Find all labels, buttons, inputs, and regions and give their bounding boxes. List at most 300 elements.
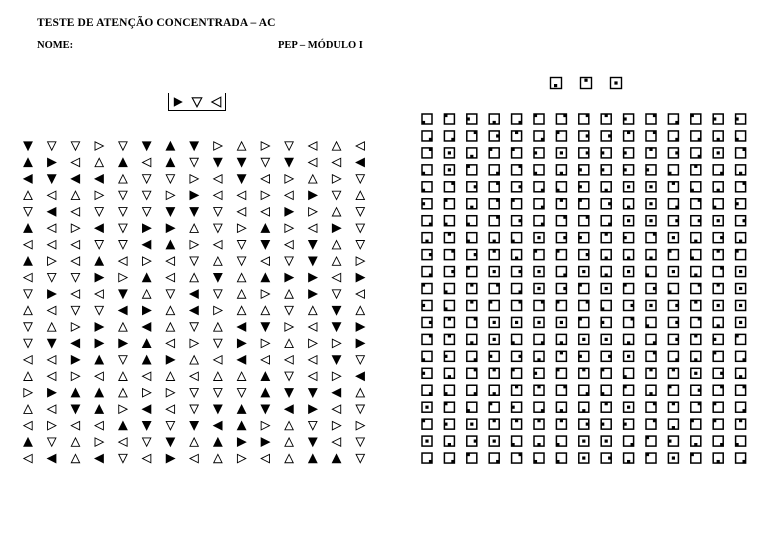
square-cell[interactable] bbox=[646, 300, 656, 310]
triangle-cell[interactable] bbox=[285, 306, 293, 314]
triangle-cell[interactable] bbox=[71, 405, 79, 413]
triangle-cell[interactable] bbox=[71, 142, 79, 150]
square-cell[interactable] bbox=[668, 453, 678, 463]
square-cell[interactable] bbox=[736, 165, 746, 175]
triangle-cell[interactable] bbox=[309, 175, 317, 183]
triangle-cell[interactable] bbox=[261, 339, 269, 347]
square-cell[interactable] bbox=[422, 114, 432, 124]
triangle-cell[interactable] bbox=[48, 175, 56, 183]
triangle-cell[interactable] bbox=[214, 339, 222, 347]
triangle-cell[interactable] bbox=[119, 224, 127, 232]
triangle-cell[interactable] bbox=[48, 306, 56, 314]
square-cell[interactable] bbox=[713, 165, 723, 175]
square-cell[interactable] bbox=[556, 436, 566, 446]
triangle-cell[interactable] bbox=[285, 273, 293, 281]
triangle-cell[interactable] bbox=[309, 158, 317, 166]
square-cell[interactable] bbox=[691, 283, 701, 293]
triangle-cell[interactable] bbox=[237, 339, 245, 347]
square-cell[interactable] bbox=[601, 402, 611, 412]
triangle-cell[interactable] bbox=[119, 158, 127, 166]
triangle-cell[interactable] bbox=[142, 421, 150, 429]
triangle-cell[interactable] bbox=[48, 323, 56, 331]
square-cell[interactable] bbox=[489, 148, 499, 158]
triangle-cell[interactable] bbox=[356, 224, 364, 232]
square-cell[interactable] bbox=[512, 436, 522, 446]
square-cell[interactable] bbox=[668, 148, 678, 158]
triangle-cell[interactable] bbox=[119, 257, 127, 265]
triangle-cell[interactable] bbox=[261, 273, 269, 281]
triangle-cell[interactable] bbox=[356, 405, 364, 413]
square-cell[interactable] bbox=[668, 233, 678, 243]
triangle-cell[interactable] bbox=[285, 257, 293, 265]
square-cell[interactable] bbox=[467, 317, 477, 327]
square-cell[interactable] bbox=[691, 334, 701, 344]
square-cell[interactable] bbox=[691, 199, 701, 209]
triangle-cell[interactable] bbox=[190, 175, 198, 183]
square-cell[interactable] bbox=[556, 233, 566, 243]
square-cell[interactable] bbox=[444, 114, 454, 124]
square-cell[interactable] bbox=[713, 334, 723, 344]
square-cell[interactable] bbox=[467, 402, 477, 412]
square-cell[interactable] bbox=[556, 334, 566, 344]
square-cell[interactable] bbox=[579, 182, 589, 192]
triangle-cell[interactable] bbox=[142, 454, 150, 462]
square-cell[interactable] bbox=[736, 233, 746, 243]
triangle-cell[interactable] bbox=[214, 290, 222, 298]
square-cell[interactable] bbox=[489, 402, 499, 412]
triangle-cell[interactable] bbox=[214, 438, 222, 446]
triangle-cell[interactable] bbox=[142, 158, 150, 166]
square-cell[interactable] bbox=[444, 182, 454, 192]
square-cell[interactable] bbox=[512, 182, 522, 192]
triangle-cell[interactable] bbox=[214, 323, 222, 331]
square-cell[interactable] bbox=[601, 165, 611, 175]
square-cell[interactable] bbox=[512, 385, 522, 395]
triangle-cell[interactable] bbox=[166, 257, 174, 265]
square-cell[interactable] bbox=[512, 453, 522, 463]
triangle-cell[interactable] bbox=[332, 405, 340, 413]
triangle-cell[interactable] bbox=[356, 438, 364, 446]
square-cell[interactable] bbox=[601, 216, 611, 226]
square-cell[interactable] bbox=[668, 284, 678, 294]
square-cell[interactable] bbox=[489, 368, 499, 378]
triangle-cell[interactable] bbox=[261, 257, 269, 265]
triangle-cell[interactable] bbox=[24, 224, 32, 232]
triangle-cell[interactable] bbox=[142, 438, 150, 446]
square-cell[interactable] bbox=[444, 351, 454, 361]
square-cell[interactable] bbox=[579, 300, 589, 310]
square-cell[interactable] bbox=[444, 453, 454, 463]
triangle-cell[interactable] bbox=[95, 438, 103, 446]
square-cell[interactable] bbox=[534, 351, 544, 361]
triangle-cell[interactable] bbox=[237, 389, 245, 397]
triangle-cell[interactable] bbox=[214, 158, 222, 166]
square-cell[interactable] bbox=[512, 233, 522, 243]
square-cell[interactable] bbox=[467, 250, 477, 260]
square-cell[interactable] bbox=[512, 131, 522, 141]
triangle-cell[interactable] bbox=[71, 454, 79, 462]
square-cell[interactable] bbox=[422, 351, 432, 361]
square-cell[interactable] bbox=[422, 182, 432, 192]
square-cell[interactable] bbox=[422, 283, 432, 293]
square-cell[interactable] bbox=[556, 453, 566, 463]
triangle-cell[interactable] bbox=[71, 224, 79, 232]
triangle-cell[interactable] bbox=[214, 257, 222, 265]
square-cell[interactable] bbox=[624, 131, 634, 141]
square-cell[interactable] bbox=[668, 199, 678, 209]
triangle-cell[interactable] bbox=[332, 191, 340, 199]
triangle-cell[interactable] bbox=[71, 290, 79, 298]
triangle-cell[interactable] bbox=[190, 356, 198, 364]
triangle-cell[interactable] bbox=[261, 372, 269, 380]
square-cell[interactable] bbox=[601, 436, 611, 446]
triangle-cell[interactable] bbox=[261, 306, 269, 314]
square-cell[interactable] bbox=[691, 317, 701, 327]
triangle-cell[interactable] bbox=[48, 339, 56, 347]
triangle-cell[interactable] bbox=[71, 175, 79, 183]
square-cell[interactable] bbox=[646, 334, 656, 344]
square-cell[interactable] bbox=[624, 317, 634, 327]
square-cell[interactable] bbox=[489, 267, 499, 277]
triangle-cell[interactable] bbox=[190, 372, 198, 380]
square-cell[interactable] bbox=[691, 131, 701, 141]
square-cell[interactable] bbox=[601, 351, 611, 361]
triangle-cell[interactable] bbox=[237, 421, 245, 429]
square-cell[interactable] bbox=[624, 267, 634, 277]
square-cell[interactable] bbox=[467, 266, 477, 276]
square-cell[interactable] bbox=[467, 453, 477, 463]
square-cell[interactable] bbox=[713, 283, 723, 293]
triangle-cell[interactable] bbox=[309, 372, 317, 380]
square-cell[interactable] bbox=[646, 148, 656, 158]
triangle-cell[interactable] bbox=[237, 438, 245, 446]
triangle-cell[interactable] bbox=[261, 356, 269, 364]
square-cell[interactable] bbox=[534, 131, 544, 141]
triangle-cell[interactable] bbox=[48, 142, 56, 150]
square-cell[interactable] bbox=[534, 267, 544, 277]
triangle-cell[interactable] bbox=[285, 356, 293, 364]
triangle-cell[interactable] bbox=[71, 372, 79, 380]
triangle-cell[interactable] bbox=[332, 372, 340, 380]
square-cell[interactable] bbox=[422, 250, 432, 260]
square-cell[interactable] bbox=[534, 368, 544, 378]
triangle-cell[interactable] bbox=[166, 273, 174, 281]
triangle-cell[interactable] bbox=[142, 339, 150, 347]
triangle-cell[interactable] bbox=[309, 421, 317, 429]
square-cell[interactable] bbox=[467, 436, 477, 446]
square-cell[interactable] bbox=[579, 267, 589, 277]
square-cell[interactable] bbox=[534, 436, 544, 446]
triangle-cell[interactable] bbox=[214, 454, 222, 462]
triangle-cell[interactable] bbox=[190, 421, 198, 429]
triangle-cell[interactable] bbox=[309, 224, 317, 232]
square-cell[interactable] bbox=[713, 114, 723, 124]
square-cell[interactable] bbox=[512, 148, 522, 158]
square-cell[interactable] bbox=[489, 334, 499, 344]
triangle-cell[interactable] bbox=[48, 257, 56, 265]
square-cell[interactable] bbox=[512, 334, 522, 344]
square-cell[interactable] bbox=[691, 165, 701, 175]
square-cell[interactable] bbox=[534, 250, 544, 260]
square-cell[interactable] bbox=[467, 216, 477, 226]
triangle-cell[interactable] bbox=[166, 191, 174, 199]
square-cell[interactable] bbox=[713, 317, 723, 327]
triangle-cell[interactable] bbox=[356, 273, 364, 281]
triangle-cell[interactable] bbox=[95, 389, 103, 397]
square-cell[interactable] bbox=[422, 385, 432, 395]
triangle-cell[interactable] bbox=[237, 454, 245, 462]
triangle-cell[interactable] bbox=[332, 175, 340, 183]
triangle-cell[interactable] bbox=[285, 142, 293, 150]
square-cell[interactable] bbox=[489, 250, 499, 260]
triangle-cell[interactable] bbox=[119, 454, 127, 462]
triangle-cell[interactable] bbox=[332, 306, 340, 314]
triangle-cell[interactable] bbox=[166, 208, 174, 216]
triangle-cell[interactable] bbox=[190, 323, 198, 331]
triangle-cell[interactable] bbox=[71, 356, 79, 364]
square-cell[interactable] bbox=[691, 114, 701, 124]
triangle-cell[interactable] bbox=[214, 356, 222, 364]
triangle-cell[interactable] bbox=[71, 389, 79, 397]
triangle-cell[interactable] bbox=[48, 191, 56, 199]
square-cell[interactable] bbox=[668, 300, 678, 310]
square-cell[interactable] bbox=[691, 436, 701, 446]
triangle-cell[interactable] bbox=[285, 241, 293, 249]
square-cell[interactable] bbox=[444, 385, 454, 395]
triangle-cell[interactable] bbox=[119, 323, 127, 331]
triangle-cell[interactable] bbox=[119, 339, 127, 347]
triangle-cell[interactable] bbox=[237, 323, 245, 331]
square-cell[interactable] bbox=[556, 368, 566, 378]
square-cell[interactable] bbox=[579, 368, 589, 378]
square-cell[interactable] bbox=[668, 436, 678, 446]
triangle-cell[interactable] bbox=[190, 389, 198, 397]
triangle-cell[interactable] bbox=[166, 339, 174, 347]
triangle-cell[interactable] bbox=[356, 306, 364, 314]
triangle-cell[interactable] bbox=[309, 191, 317, 199]
square-cell[interactable] bbox=[422, 317, 432, 327]
square-cell[interactable] bbox=[646, 317, 656, 327]
square-cell[interactable] bbox=[713, 419, 723, 429]
square-cell[interactable] bbox=[646, 250, 656, 260]
square-cell[interactable] bbox=[556, 182, 566, 192]
triangle-cell[interactable] bbox=[356, 257, 364, 265]
triangle-cell[interactable] bbox=[214, 208, 222, 216]
square-cell[interactable] bbox=[668, 165, 678, 175]
square-cell[interactable] bbox=[736, 131, 746, 141]
triangle-cell[interactable] bbox=[71, 306, 79, 314]
triangle-cell[interactable] bbox=[71, 438, 79, 446]
triangle-cell[interactable] bbox=[214, 142, 222, 150]
triangle-cell[interactable] bbox=[24, 241, 32, 249]
triangle-cell[interactable] bbox=[261, 241, 269, 249]
triangle-cell[interactable] bbox=[356, 290, 364, 298]
triangle-cell[interactable] bbox=[71, 191, 79, 199]
triangle-cell[interactable] bbox=[237, 356, 245, 364]
triangle-cell[interactable] bbox=[48, 158, 56, 166]
triangle-cell[interactable] bbox=[214, 372, 222, 380]
square-cell[interactable] bbox=[467, 199, 477, 209]
square-cell[interactable] bbox=[691, 250, 701, 260]
square-cell[interactable] bbox=[534, 182, 544, 192]
triangle-cell[interactable] bbox=[71, 241, 79, 249]
triangle-cell[interactable] bbox=[309, 306, 317, 314]
square-cell[interactable] bbox=[467, 114, 477, 124]
triangle-cell[interactable] bbox=[356, 389, 364, 397]
triangle-cell[interactable] bbox=[356, 421, 364, 429]
square-cell[interactable] bbox=[467, 351, 477, 361]
triangle-cell[interactable] bbox=[95, 224, 103, 232]
square-cell[interactable] bbox=[579, 436, 589, 446]
square-cell[interactable] bbox=[646, 419, 656, 429]
triangle-cell[interactable] bbox=[285, 389, 293, 397]
square-cell[interactable] bbox=[646, 267, 656, 277]
square-cell[interactable] bbox=[736, 385, 746, 395]
square-cell[interactable] bbox=[444, 267, 454, 277]
square-cell[interactable] bbox=[713, 182, 723, 192]
triangle-cell[interactable] bbox=[95, 372, 103, 380]
triangle-cell[interactable] bbox=[356, 372, 364, 380]
triangle-cell[interactable] bbox=[237, 142, 245, 150]
triangle-cell[interactable] bbox=[285, 208, 293, 216]
square-cell[interactable] bbox=[713, 266, 723, 276]
triangle-cell[interactable] bbox=[309, 142, 317, 150]
triangle-cell[interactable] bbox=[356, 323, 364, 331]
square-cell[interactable] bbox=[512, 317, 522, 327]
triangle-cell[interactable] bbox=[332, 339, 340, 347]
square-cell[interactable] bbox=[624, 436, 634, 446]
square-cell[interactable] bbox=[624, 165, 634, 175]
square-cell[interactable] bbox=[534, 419, 544, 429]
square-cell[interactable] bbox=[489, 351, 499, 361]
square-cell[interactable] bbox=[422, 233, 432, 243]
square-cell[interactable] bbox=[579, 334, 589, 344]
square-cell[interactable] bbox=[534, 317, 544, 327]
triangle-cell[interactable] bbox=[190, 290, 198, 298]
square-cell[interactable] bbox=[422, 131, 432, 141]
triangle-cell[interactable] bbox=[356, 356, 364, 364]
square-cell[interactable] bbox=[736, 250, 746, 260]
square-cell[interactable] bbox=[422, 334, 432, 344]
square-cell[interactable] bbox=[691, 233, 701, 243]
triangle-cell[interactable] bbox=[24, 438, 32, 446]
triangle-cell[interactable] bbox=[356, 241, 364, 249]
triangle-cell[interactable] bbox=[119, 273, 127, 281]
square-cell[interactable] bbox=[736, 114, 746, 124]
square-cell[interactable] bbox=[668, 131, 678, 141]
square-cell[interactable] bbox=[489, 165, 499, 175]
triangle-cell[interactable] bbox=[24, 158, 32, 166]
square-cell[interactable] bbox=[489, 182, 499, 192]
square-cell[interactable] bbox=[668, 334, 678, 344]
square-cell[interactable] bbox=[579, 114, 589, 124]
square-cell[interactable] bbox=[668, 250, 678, 260]
triangle-cell[interactable] bbox=[309, 438, 317, 446]
square-cell[interactable] bbox=[579, 351, 589, 361]
triangle-cell[interactable] bbox=[24, 372, 32, 380]
square-cell[interactable] bbox=[467, 182, 477, 192]
square-cell[interactable] bbox=[422, 165, 432, 175]
square-cell[interactable] bbox=[444, 165, 454, 175]
triangle-cell[interactable] bbox=[24, 290, 32, 298]
triangle-cell[interactable] bbox=[309, 405, 317, 413]
square-cell[interactable] bbox=[556, 385, 566, 395]
triangle-cell[interactable] bbox=[237, 224, 245, 232]
triangle-cell[interactable] bbox=[48, 389, 56, 397]
triangle-cell[interactable] bbox=[166, 241, 174, 249]
square-cell[interactable] bbox=[534, 148, 544, 158]
triangle-cell[interactable] bbox=[237, 191, 245, 199]
square-cell[interactable] bbox=[579, 165, 589, 175]
triangle-cell[interactable] bbox=[190, 339, 198, 347]
square-cell[interactable] bbox=[713, 250, 723, 260]
triangle-cell[interactable] bbox=[119, 389, 127, 397]
square-cell[interactable] bbox=[713, 300, 723, 310]
triangle-cell[interactable] bbox=[261, 438, 269, 446]
square-cell[interactable] bbox=[691, 267, 701, 277]
square-cell[interactable] bbox=[646, 182, 656, 192]
square-cell[interactable] bbox=[444, 436, 454, 446]
triangle-cell[interactable] bbox=[190, 438, 198, 446]
triangle-cell[interactable] bbox=[190, 306, 198, 314]
triangle-cell[interactable] bbox=[332, 273, 340, 281]
triangle-cell[interactable] bbox=[24, 142, 32, 150]
square-cell[interactable] bbox=[624, 419, 634, 429]
triangle-cell[interactable] bbox=[71, 158, 79, 166]
triangle-cell[interactable] bbox=[356, 454, 364, 462]
triangle-cell[interactable] bbox=[261, 191, 269, 199]
triangle-cell[interactable] bbox=[119, 290, 127, 298]
square-cell[interactable] bbox=[556, 199, 566, 209]
square-cell[interactable] bbox=[444, 216, 454, 226]
triangle-cell[interactable] bbox=[95, 158, 103, 166]
triangle-cell[interactable] bbox=[285, 175, 293, 183]
triangle-cell[interactable] bbox=[95, 175, 103, 183]
triangle-cell[interactable] bbox=[24, 191, 32, 199]
square-cell[interactable] bbox=[556, 402, 566, 412]
square-cell[interactable] bbox=[713, 148, 723, 158]
square-cell[interactable] bbox=[736, 148, 746, 158]
triangle-cell[interactable] bbox=[190, 273, 198, 281]
triangle-cell[interactable] bbox=[95, 323, 103, 331]
square-cell[interactable] bbox=[601, 131, 611, 141]
square-cell[interactable] bbox=[579, 148, 589, 158]
triangle-cell[interactable] bbox=[142, 142, 150, 150]
square-cell[interactable] bbox=[624, 216, 634, 226]
square-cell[interactable] bbox=[646, 284, 656, 294]
square-cell[interactable] bbox=[713, 199, 723, 209]
triangle-cell[interactable] bbox=[190, 224, 198, 232]
triangle-cell[interactable] bbox=[285, 372, 293, 380]
triangle-cell[interactable] bbox=[71, 421, 79, 429]
square-cell[interactable] bbox=[534, 165, 544, 175]
triangle-cell[interactable] bbox=[48, 273, 56, 281]
triangle-cell[interactable] bbox=[166, 421, 174, 429]
square-cell[interactable] bbox=[601, 284, 611, 294]
square-cell[interactable] bbox=[422, 199, 432, 209]
triangle-cell[interactable] bbox=[190, 405, 198, 413]
square-cell[interactable] bbox=[556, 351, 566, 361]
triangle-cell[interactable] bbox=[48, 454, 56, 462]
square-cell[interactable] bbox=[422, 402, 432, 412]
square-cell[interactable] bbox=[713, 385, 723, 395]
triangle-cell[interactable] bbox=[24, 175, 32, 183]
square-cell[interactable] bbox=[444, 250, 454, 260]
square-cell[interactable] bbox=[668, 368, 678, 378]
square-cell[interactable] bbox=[489, 114, 499, 124]
triangle-cell[interactable] bbox=[190, 241, 198, 249]
triangle-cell[interactable] bbox=[48, 438, 56, 446]
